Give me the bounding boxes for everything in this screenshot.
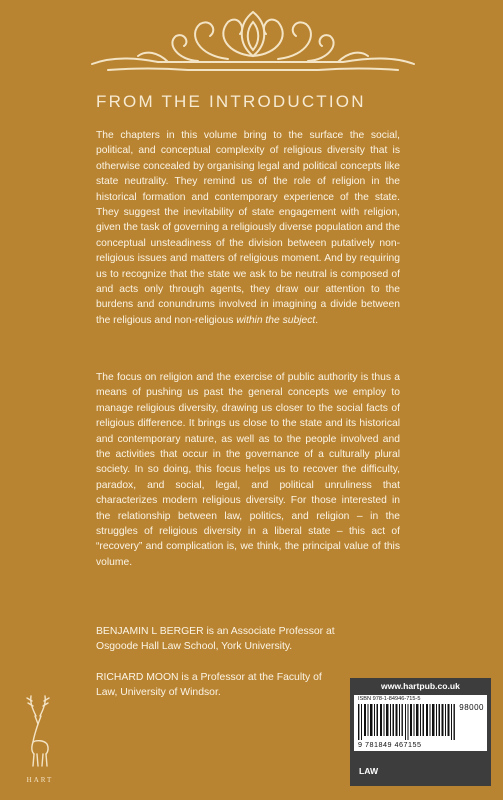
publisher-website[interactable]: www.hartpub.co.uk: [381, 681, 460, 691]
author-bio-moon: RICHARD MOON is a Professor at the Faculty of Law, University of Windsor.: [96, 672, 322, 699]
price-code: 98000: [459, 703, 484, 712]
logo-text: HART: [26, 776, 54, 784]
barcode-label: [354, 695, 487, 751]
intro-paragraph-2: The focus on religion and the exercise of public authority is thus a means of pushing us past the general concepts we employ to manage religious diversity, drawing us closer to the social facts of religious difference. It brings us close to the state and its historical and contemporary nature, as well as to the people involved and the activities that occur in the governance of a culturally plural society. In so doing, this focus helps us to recover the difficulty, paradox, and social, legal, and political unruliness that characterizes modern religious diversity. For those interested in the relationship between law, politics, and religion – in the struggles of religious diversity in a liberal state – this act of “recovery” and complication is, we think, the principal value of this volume.: [96, 372, 400, 568]
barcode-icon: [358, 704, 458, 740]
decorative-ornament-icon: [88, 4, 418, 84]
paragraph-1-text: The chapters in this volume bring to the surface the social, political, and conceptual complexity of religious diversity that is otherwise concealed by organising legal and political concepts like state neutrality. They remind us of the role of religion in the historical formation and contemporary experience of the state. They suggest the inevitability of state engagement with religion, given the task of governing a religiously diverse population and the conceptual unsteadiness of the division between putatively non-religious issues and matters of religious moment. And by requiring us to recognize that the state we ask to be neutral is composed of and acts only through agents, they draw our attention to the burdens and conundrums involved in imagining a divide between the religious and non-religious: [96, 130, 400, 326]
paragraph-1-emphasis: within the subject: [236, 314, 316, 326]
isbn-text: ISBN 978-1-84946-715-5: [358, 696, 421, 702]
barcode-panel: [350, 678, 491, 786]
author-bio-berger: BENJAMIN L BERGER is an Associate Professor at Osgoode Hall Law School, York University.: [96, 626, 335, 653]
section-heading: FROM THE INTRODUCTION: [96, 92, 366, 111]
intro-paragraph-1: [96, 128, 400, 328]
paragraph-1-end: .: [315, 314, 319, 326]
category-label: LAW: [359, 766, 379, 776]
hart-stag-logo-icon: [22, 694, 58, 788]
barcode-number: 9 781849 467155: [358, 740, 422, 749]
